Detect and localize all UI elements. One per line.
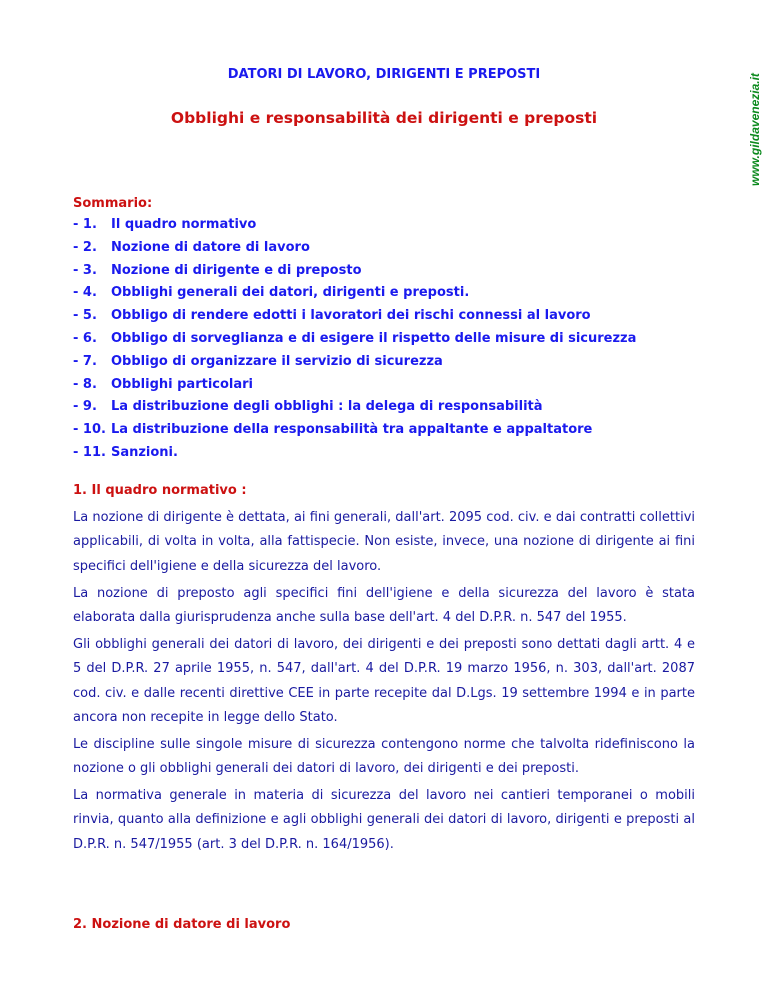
toc-text: La distribuzione della responsabilità tra appaltante e appaltatore: [110, 422, 593, 438]
body-paragraph: Le discipline sulle singole misure di sicurezza contengono norme che talvolta ridefiniscono la nozione o gli obblighi generali dei datori di lavoro, dei dirigenti e dei preposti.: [73, 737, 695, 777]
toc-text: Obblighi generali dei datori, dirigenti e preposti.: [111, 285, 470, 301]
toc-text: Obbligo di rendere edotti i lavoratori dei rischi connessi al lavoro: [111, 308, 591, 324]
toc-number: - 10.: [73, 422, 106, 438]
website-url-watermark: www.gildavenezia.it: [748, 73, 762, 186]
section-heading: 2. Nozione di datore di lavoro: [73, 917, 291, 932]
body-paragraph: La normativa generale in materia di sicurezza del lavoro nei cantieri temporanei o mobili rinvia, quanto alla definizione e agli obblighi generali dei datori di lavoro, dirigenti e preposti al D.P.R. n. 547/1955 (art. 3 del D.P.R. n. 164/1956).: [73, 788, 695, 852]
toc-number: - 8.: [73, 376, 97, 392]
toc-text: Obblighi particolari: [111, 376, 254, 392]
toc-item: [73, 398, 636, 421]
toc-item: [73, 307, 636, 330]
toc-item: [73, 262, 636, 285]
toc-number: - 6.: [73, 330, 97, 346]
toc-number: - 5.: [73, 308, 97, 324]
document-title: Obblighi e responsabilità dei dirigenti e preposti: [170, 109, 598, 127]
toc-item: [73, 353, 636, 376]
toc-text: Il quadro normativo: [111, 217, 257, 232]
toc-item: [73, 284, 636, 307]
toc-number: - 4.: [73, 285, 97, 301]
table-of-contents: [73, 216, 636, 467]
body-paragraph: Gli obblighi generali dei datori di lavoro, dei dirigenti e dei preposti sono dettati dagli artt. 4 e 5 del D.P.R. 27 aprile 1955, n. 547, dall'art. 4 del D.P.R. 19 marzo 1956, n. 303, dall'art. 2087 cod. civ. e dalle recenti direttive CEE in parte recepite dal D.Lgs. 19 settembre 1994 e in parte ancora non recepite in legge dello Stato.: [73, 637, 695, 726]
toc-number: - 7.: [73, 353, 97, 369]
body-paragraph: La nozione di preposto agli specifici fini dell'igiene e della sicurezza del lavoro è stata elaborata dalla giurisprudenza anche sulla base dell'art. 4 del D.P.R. n. 547 del 1955.: [73, 586, 695, 626]
toc-number: - 9.: [73, 399, 97, 415]
toc-number: - 1.: [73, 217, 97, 232]
toc-text: Obbligo di sorveglianza e di esigere il rispetto delle misure di sicurezza: [111, 330, 637, 346]
toc-item: [73, 330, 636, 353]
document-kicker: DATORI DI LAVORO, DIRIGENTI E PREPOSTI: [227, 67, 541, 82]
toc-text: Sanzioni.: [110, 444, 178, 460]
toc-text: Nozione di dirigente e di preposto: [111, 262, 362, 278]
toc-text: Nozione di datore di lavoro: [111, 239, 310, 255]
toc-item: [73, 216, 636, 239]
toc-item: [73, 444, 636, 467]
toc-item: [73, 421, 636, 444]
body-paragraph: La nozione di dirigente è dettata, ai fini generali, dall'art. 2095 cod. civ. e dai contratti collettivi applicabili, di volta in volta, alla fattispecie. Non esiste, invece, una nozione di dirigente ai fini specifici dell'igiene e della sicurezza del lavoro.: [73, 510, 695, 574]
toc-item: [73, 376, 636, 399]
toc-number: - 11.: [73, 444, 106, 460]
section-heading: 1. Il quadro normativo :: [73, 483, 247, 498]
toc-number: - 3.: [73, 262, 97, 278]
summary-heading: Sommario:: [73, 196, 153, 211]
toc-text: Obbligo di organizzare il servizio di sicurezza: [111, 353, 443, 369]
toc-number: - 2.: [73, 239, 97, 255]
toc-item: [73, 239, 636, 262]
toc-text: La distribuzione degli obblighi : la delega di responsabilità: [111, 399, 543, 415]
